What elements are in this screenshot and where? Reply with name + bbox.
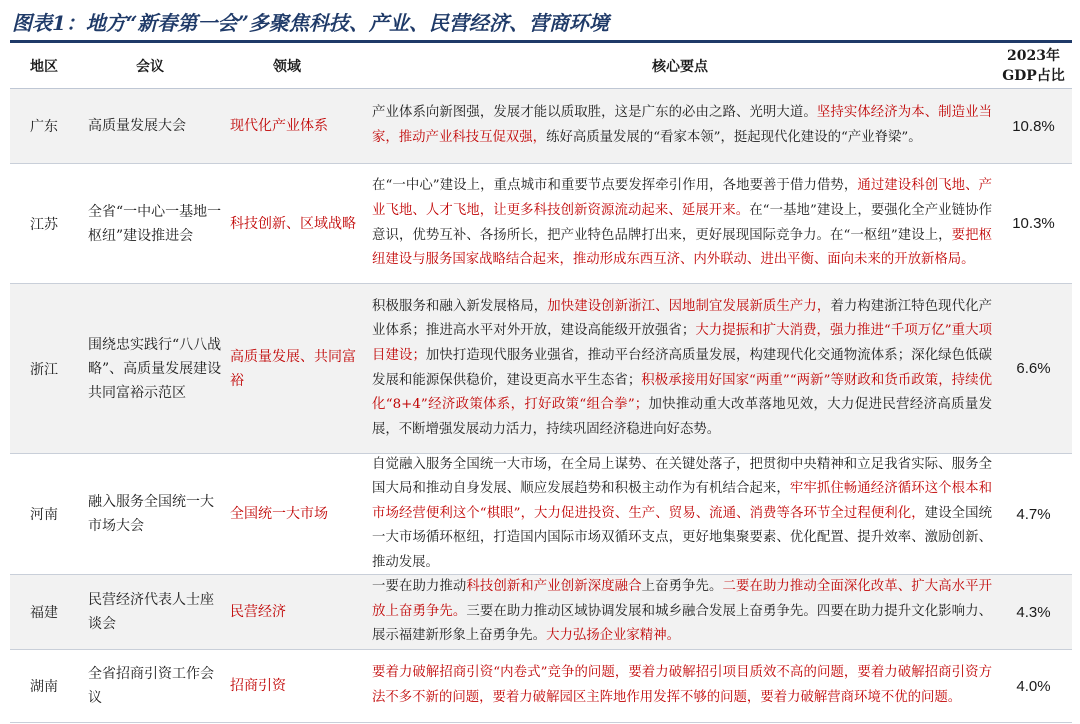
row-meeting: 围绕忠实践行“八八战略”、高质量发展建设共同富裕示范区 bbox=[88, 336, 222, 401]
text-segment: 三要在助力推动区域协调发展和城乡融合发展上奋勇争先。四要在助力提升文化影响力、展示福建新形象上奋勇争先。 bbox=[372, 603, 993, 644]
row-points bbox=[372, 454, 992, 574]
highlight-segment: 大力提振和扩大消费，强力推进“千项万亿”重大项目建设； bbox=[372, 323, 992, 363]
highlight-segment: 要把枢纽建设与服务国家战略结合起来，推动形成东西互济、内外联动、进出平衡、面向未来的开放新格局。 bbox=[372, 227, 992, 268]
row-points bbox=[372, 284, 992, 453]
row-region: 江苏 bbox=[30, 216, 58, 233]
text-segment: 积极服务和融入新发展格局， bbox=[372, 298, 548, 314]
key-points-text bbox=[372, 101, 992, 150]
highlight-segment: 积极承接用好国家“两重”“两新”等财政和货币政策，持续优化“8+4”经济政策体系，打好政策“组合拳”； bbox=[372, 372, 992, 413]
header-field: 领域 bbox=[273, 58, 301, 75]
text-segment: 练好高质量发展的“看家本领”，挺起现代化建设的“产业脊梁”。 bbox=[546, 130, 922, 145]
header-meeting: 会议 bbox=[136, 58, 164, 75]
key-points-text bbox=[372, 661, 992, 710]
text-segment: 建设全国统一大市场循环枢纽，打造国内国际市场双循环支点，更好地集聚要素、优化配置、提升效率、激励创新、推动发展。 bbox=[372, 505, 992, 570]
row-gdp: 4.0% bbox=[1016, 677, 1051, 695]
key-points-text bbox=[372, 575, 992, 649]
row-field: 高质量发展、共同富裕 bbox=[230, 348, 356, 389]
key-points-text bbox=[372, 295, 992, 443]
highlight-segment: 大力弘扬企业家精神。 bbox=[546, 628, 680, 644]
row-points bbox=[372, 575, 992, 649]
highlight-segment: 科技创新和产业创新深度融合 bbox=[466, 579, 642, 595]
row-region: 福建 bbox=[30, 605, 58, 621]
row-gdp: 10.3% bbox=[1012, 215, 1055, 232]
highlight-segment: 要着力破解招商引资“内卷式”竞争的问题，要着力破解招引项目质效不高的问题，要着力破解招商引资方法不多不新的问题，要着力破解园区主阵地作用发挥不够的问题，要着力破解营商环境不优的问题。 bbox=[372, 665, 992, 705]
row-gdp: 10.8% bbox=[1012, 117, 1055, 135]
row-gdp: 4.7% bbox=[1016, 505, 1051, 523]
row-meeting: 高质量发展大会 bbox=[88, 118, 186, 134]
text-segment: 在“一中心”建设上，重点城市和重要节点要发挥牵引作用，各地要善于借力借势， bbox=[372, 178, 858, 194]
header-gdp-line1: 2023年 bbox=[1007, 47, 1060, 64]
row-field: 全国统一大市场 bbox=[230, 506, 328, 522]
key-points-text bbox=[372, 453, 992, 576]
table-header bbox=[10, 43, 1072, 89]
highlight-segment: 牢牢抓住畅通经济循环这个根本和市场经营便利这个“棋眼”，大力促进投资、生产、贸易、流通、消费等各环节全过程便利化， bbox=[372, 481, 993, 521]
row-points bbox=[372, 89, 992, 163]
row-region: 河南 bbox=[30, 507, 58, 523]
row-gdp: 6.6% bbox=[1016, 360, 1051, 377]
header-region: 地区 bbox=[30, 58, 58, 75]
row-meeting: 全省“一中心一基地一枢纽”建设推进会 bbox=[88, 203, 222, 244]
header-points: 核心要点 bbox=[652, 58, 708, 75]
row-field: 民营经济 bbox=[230, 604, 286, 620]
text-segment: 自觉融入服务全国统一大市场，在全局上谋势、在关键处落子，把贯彻中央精神和立足我省实际、服务全国大局和推动自身发展、顺应发展趋势和积极主动作为有机结合起来， bbox=[372, 456, 992, 497]
text-segment: 一要在助力推动 bbox=[372, 579, 467, 595]
highlight-segment: 二要在助力推动全面深化改革、扩大高水平开放上奋勇争先。 bbox=[372, 579, 993, 619]
key-points-text bbox=[372, 174, 992, 272]
header-gdp bbox=[995, 43, 1072, 88]
table-row bbox=[10, 284, 1072, 454]
row-field: 科技创新、区域战略 bbox=[230, 215, 356, 232]
text-segment: 在“一基地”建设上，要强化全产业链协作意识，优势互补、各扬所长，把产业特色品牌打出来，更好展现国际竞争力。在“一枢纽”建设上， bbox=[372, 202, 992, 243]
row-field: 现代化产业体系 bbox=[230, 118, 328, 134]
text-segment: 着力构建浙江特色现代化产业体系；推进高水平对外开放，建设高能级开放强省； bbox=[372, 298, 993, 339]
highlight-segment: 通过建设科创飞地、产业飞地、人才飞地，让更多科技创新资源流动起来、延展开来。 bbox=[372, 178, 992, 218]
row-region: 广东 bbox=[30, 119, 58, 135]
highlight-segment: 坚持实体经济为本、制造业当家，推动产业科技互促双强， bbox=[372, 105, 993, 145]
row-meeting: 融入服务全国统一大市场大会 bbox=[88, 494, 214, 534]
row-region: 浙江 bbox=[30, 361, 58, 378]
row-gdp: 4.3% bbox=[1016, 603, 1051, 621]
text-segment: 上奋勇争先。 bbox=[641, 579, 723, 595]
row-region: 湖南 bbox=[30, 679, 58, 695]
row-points bbox=[372, 164, 992, 283]
header-gdp-line2: GDP占比 bbox=[1002, 67, 1065, 84]
table-row bbox=[10, 650, 1072, 723]
text-segment: 加快推动重大改革落地见效，大力促进民营经济高质量发展，不断增强发展动力活力，持续巩固经济稳进向好态势。 bbox=[372, 397, 993, 437]
table-row bbox=[10, 89, 1072, 164]
highlight-segment: 加快建设创新浙江、因地制宜发展新质生产力， bbox=[547, 298, 831, 314]
row-meeting: 全省招商引资工作会议 bbox=[88, 666, 214, 706]
table-row bbox=[10, 575, 1072, 650]
row-points bbox=[372, 650, 992, 722]
table-row bbox=[10, 454, 1072, 575]
row-meeting: 民营经济代表人士座谈会 bbox=[88, 592, 214, 632]
table-row bbox=[10, 164, 1072, 284]
text-segment: 产业体系向新图强，发展才能以质取胜，这是广东的必由之路、光明大道。 bbox=[372, 105, 817, 121]
figure-title: 图表1：地方“新春第一会”多聚焦科技、产业、民营经济、营商环境 bbox=[12, 11, 609, 35]
text-segment: 加快打造现代服务业强省，推动平台经济高质量发展，构建现代化交通物流体系；深化绿色低碳发展和能源保供稳价，建设更高水平生态省； bbox=[372, 347, 993, 388]
row-field: 招商引资 bbox=[230, 678, 286, 694]
